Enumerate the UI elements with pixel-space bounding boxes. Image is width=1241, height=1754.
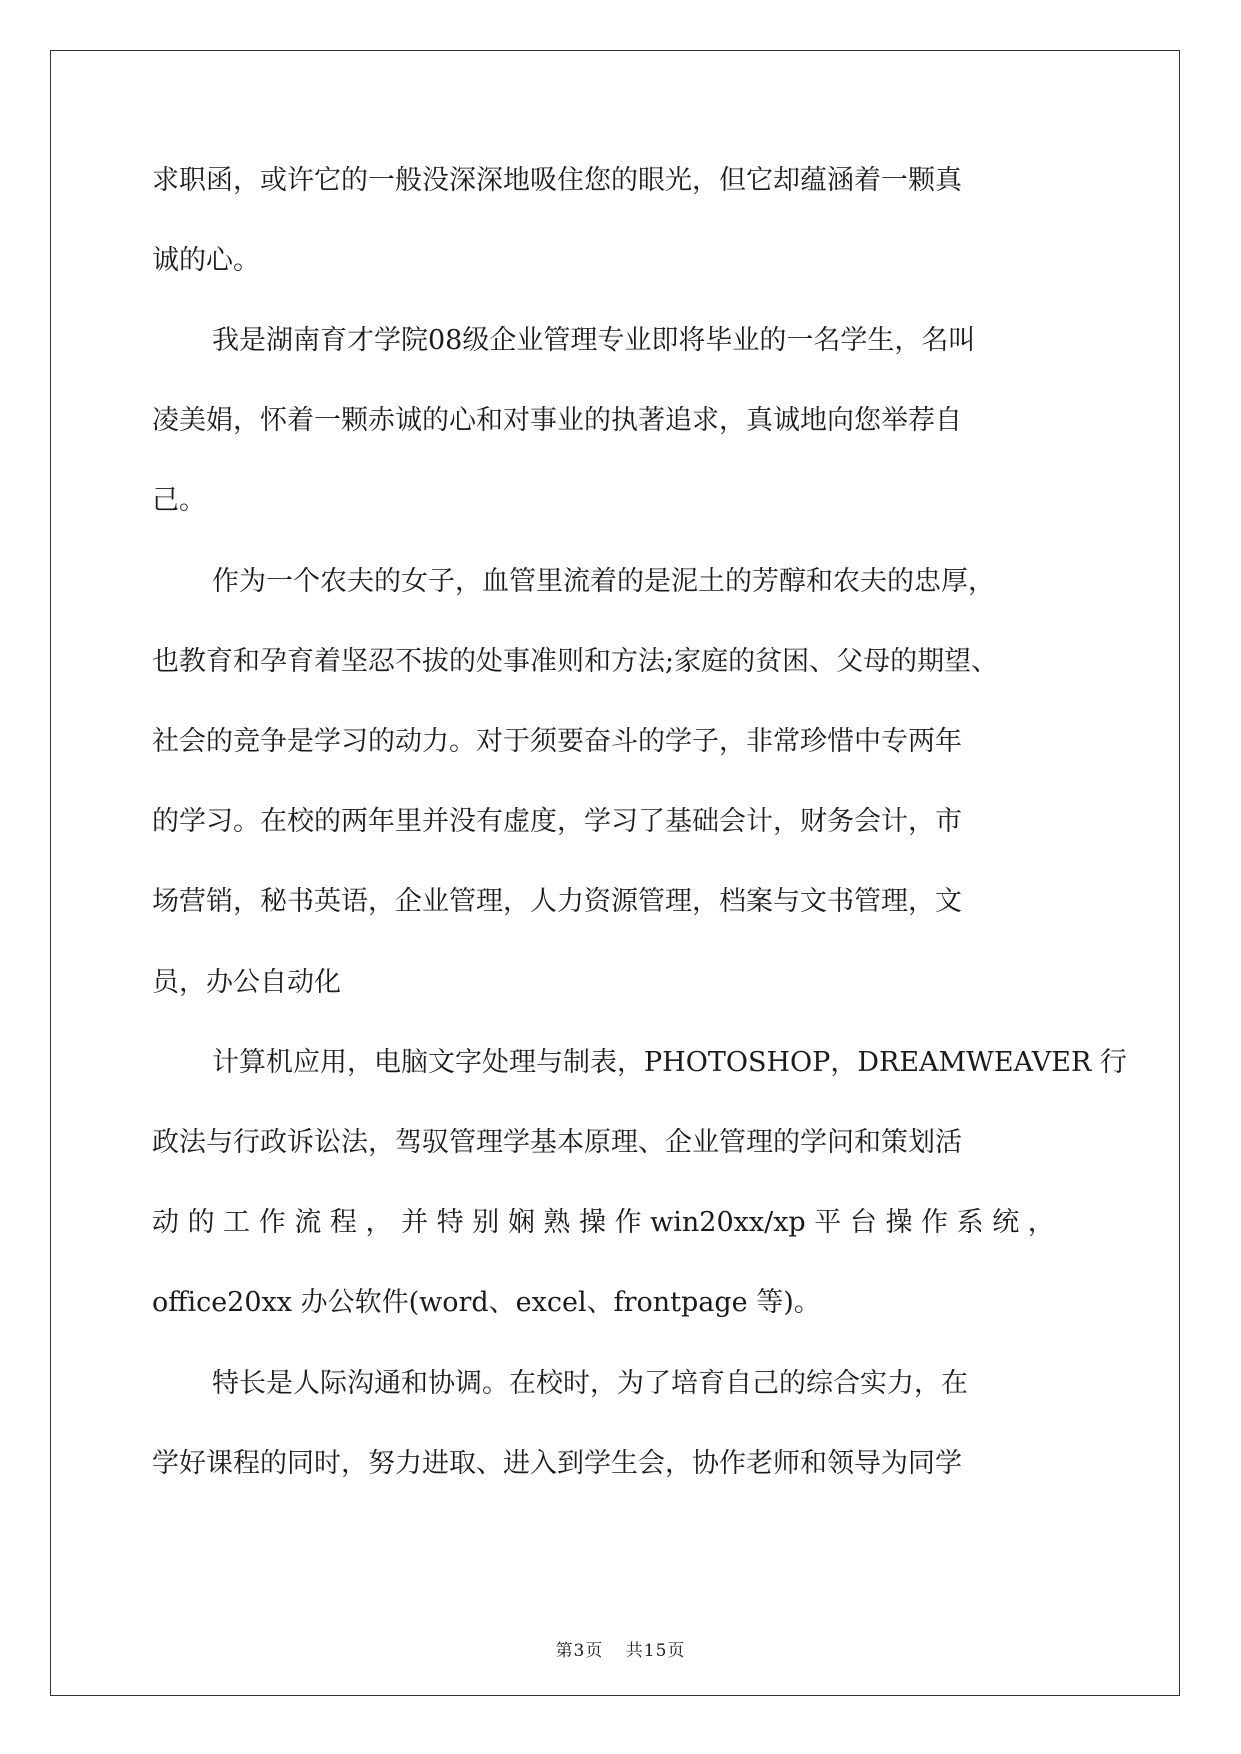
page-number: 第3页 bbox=[555, 1641, 604, 1661]
page-footer bbox=[0, 1636, 1241, 1661]
page-total: 共15页 bbox=[625, 1641, 686, 1661]
text-line: 计算机应用，电脑文字处理与制表，PHOTOSHOP，DREAMWEAVER 行 bbox=[212, 1047, 1127, 1078]
text-line: 凌美娟，怀着一颗赤诚的心和对事业的执著追求，真诚地向您举荐自 bbox=[152, 405, 962, 436]
text-line: 社会的竞争是学习的动力。对于须要奋斗的学子，非常珍惜中专两年 bbox=[152, 726, 962, 757]
text-line: 特长是人际沟通和协调。在校时，为了培育自己的综合实力，在 bbox=[212, 1368, 968, 1399]
text-line: 场营销，秘书英语，企业管理，人力资源管理，档案与文书管理，文 bbox=[152, 886, 962, 917]
text-line: 员，办公自动化 bbox=[152, 967, 341, 998]
text-line: 诚的心。 bbox=[152, 245, 260, 276]
text-line: 学好课程的同时，努力进取、进入到学生会，协作老师和领导为同学 bbox=[152, 1448, 962, 1479]
text-line: 的学习。在校的两年里并没有虚度，学习了基础会计，财务会计，市 bbox=[152, 806, 962, 837]
text-line: office20xx 办公软件(word、excel、frontpage 等)。 bbox=[152, 1287, 821, 1318]
text-line: 也教育和孕育着坚忍不拔的处事准则和方法;家庭的贫困、父母的期望、 bbox=[152, 646, 999, 677]
text-line: 求职函，或许它的一般没深深地吸住您的眼光，但它却蕴涵着一颗真 bbox=[152, 165, 962, 196]
text-line: 动 的 工 作 流 程 ， 并 特 别 娴 熟 操 作 win20xx/xp 平 台 操 作 系 统 ， bbox=[152, 1207, 1055, 1238]
text-line: 政法与行政诉讼法，驾驭管理学基本原理、企业管理的学问和策划活 bbox=[152, 1127, 962, 1158]
text-line: 作为一个农夫的女子，血管里流着的是泥土的芳醇和农夫的忠厚， bbox=[212, 566, 995, 597]
text-line: 我是湖南育才学院08级企业管理专业即将毕业的一名学生，名叫 bbox=[212, 325, 976, 356]
text-line: 己。 bbox=[152, 485, 206, 516]
